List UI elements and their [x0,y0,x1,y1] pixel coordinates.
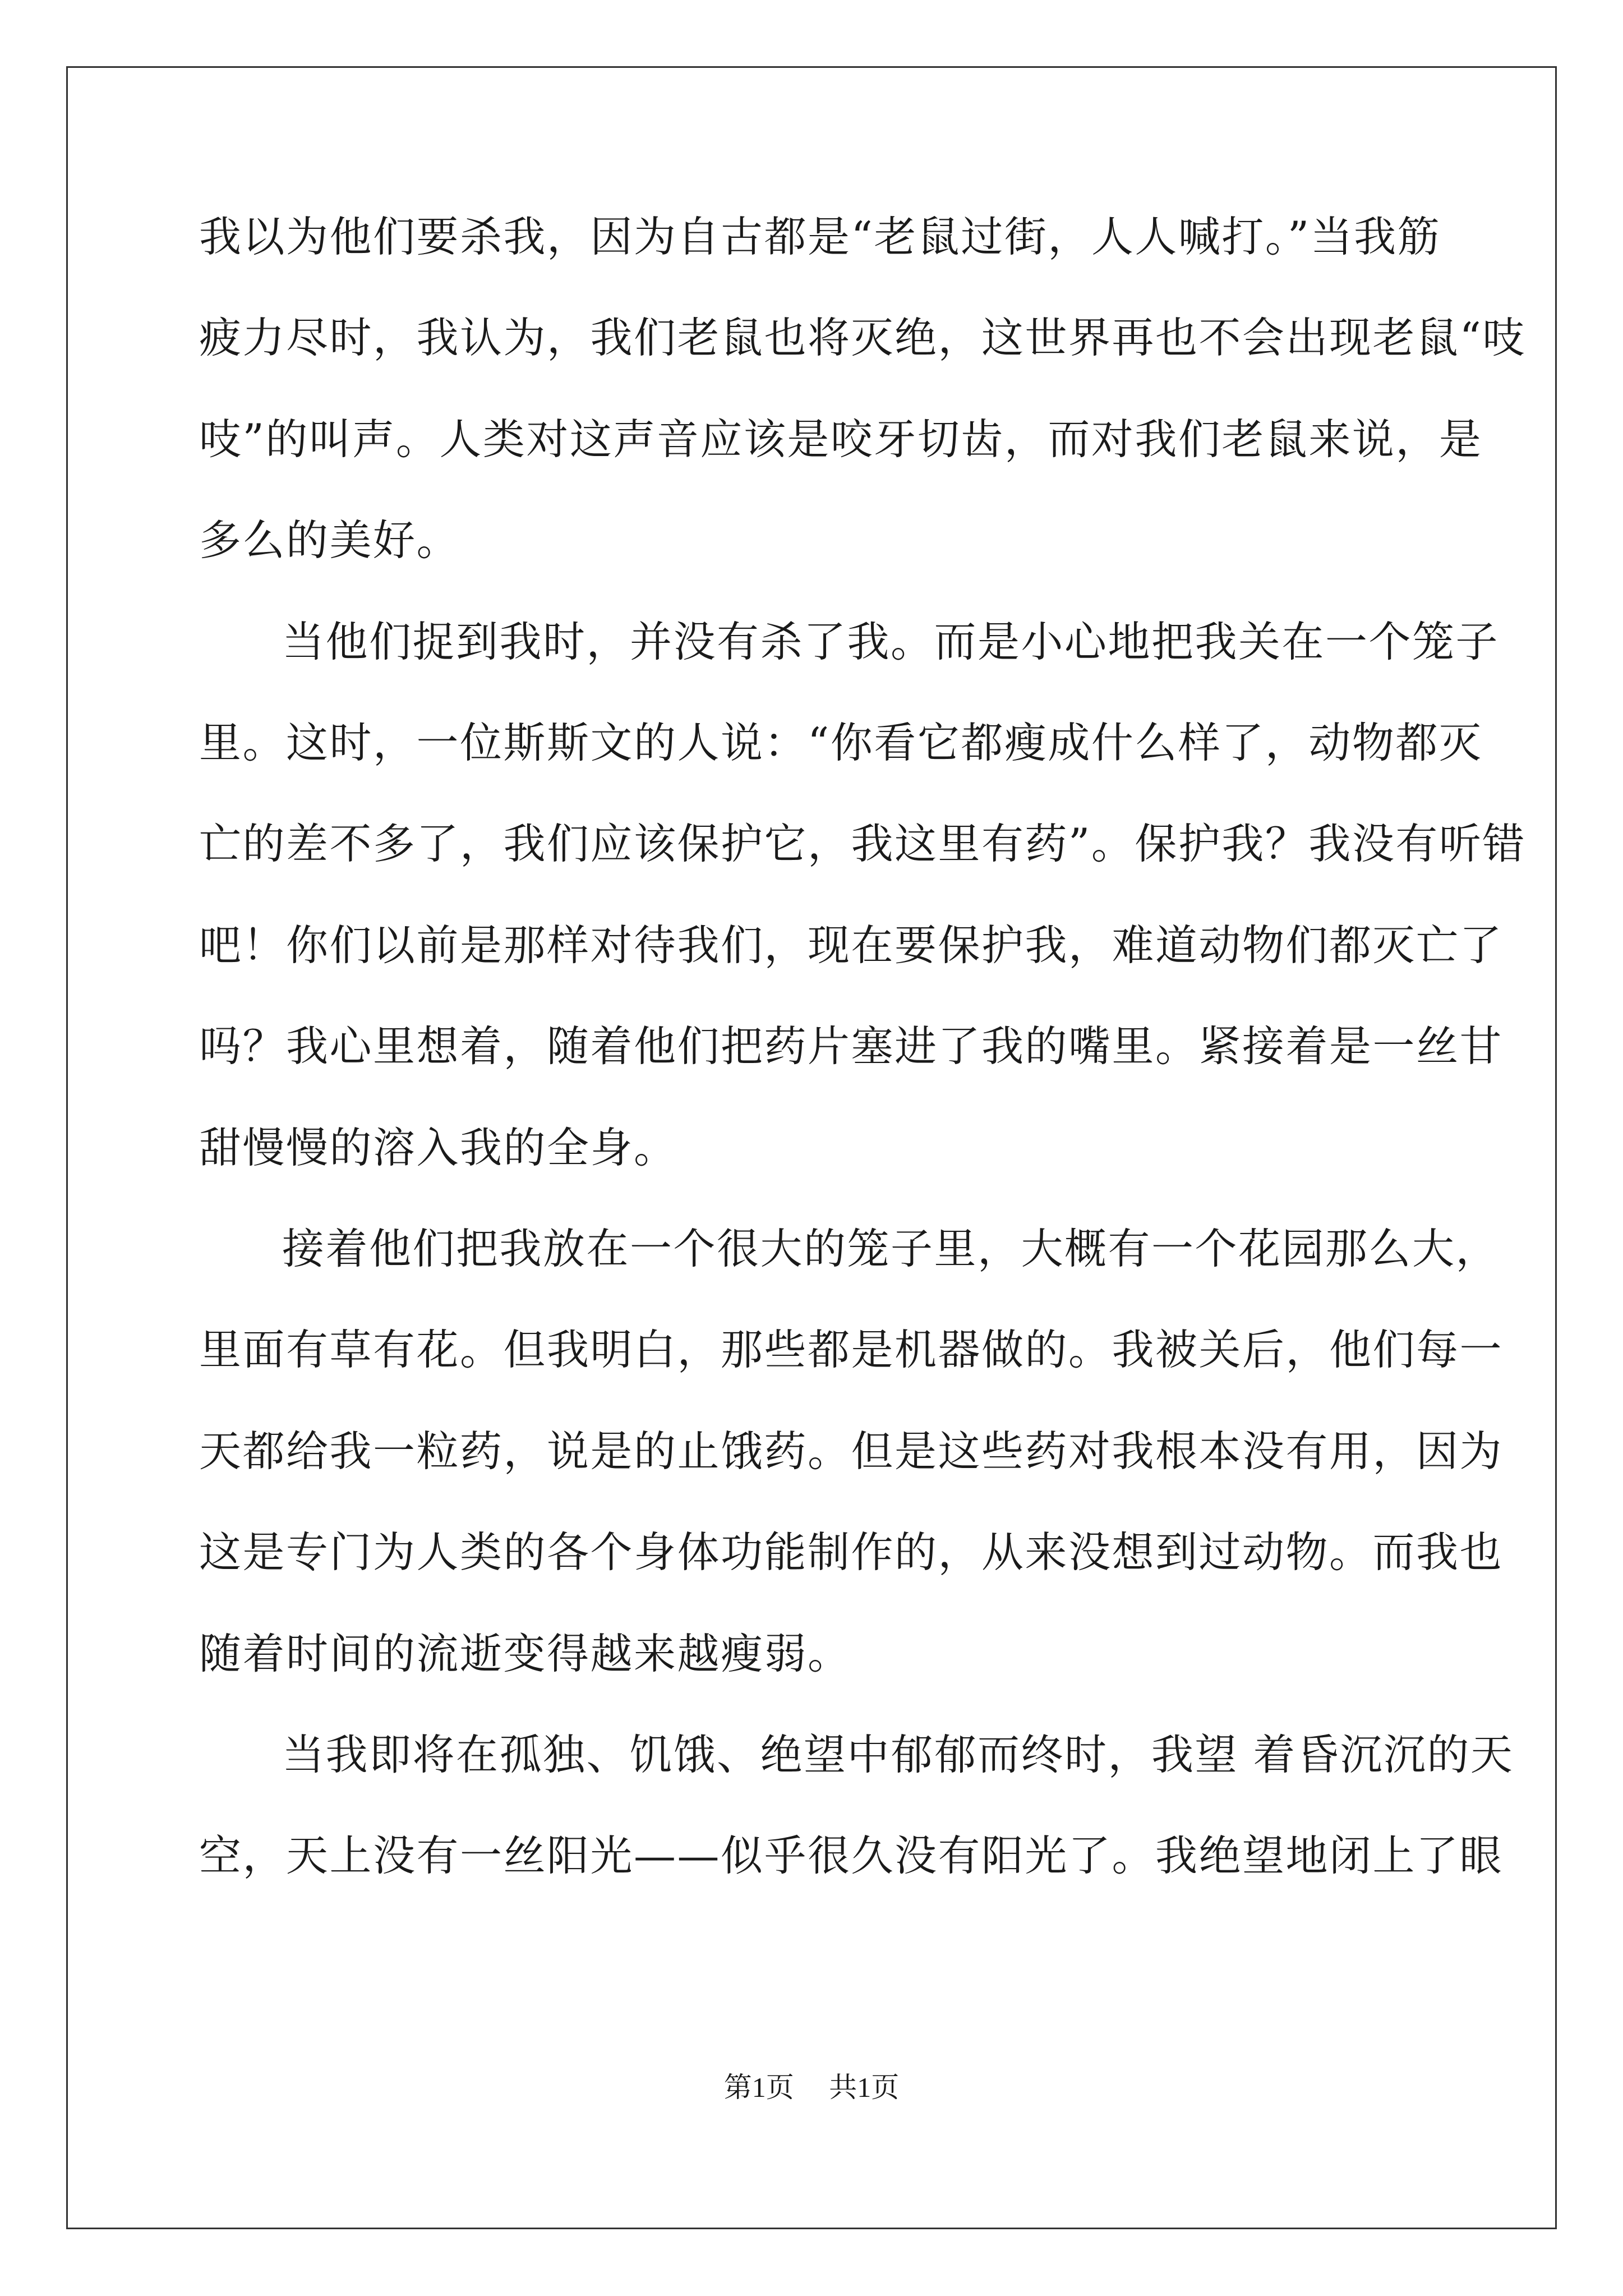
page-number-current: 第1页 [723,2072,794,2103]
text-line: 吱”的叫声。人类对这声音应该是咬牙切齿，而对我们老鼠来说，是 [199,415,1483,464]
text-line: 天都给我一粒药，说是的止饿药。但是这些药对我根本没有用，因为 [199,1427,1504,1476]
paragraph-first-line: 接着他们把我放在一个很大的笼子里，大概有一个花园那么大， [282,1224,1500,1273]
text-line: 我以为他们要杀我，因为自古都是“老鼠过街，人人喊打。”当我筋 [199,212,1441,261]
text-line: 多么的美好。 [199,516,460,565]
text-line: 里面有草有花。但我明白，那些都是机器做的。我被关后，他们每一 [199,1325,1504,1374]
page-number-total: 共1页 [829,2072,900,2103]
text-line: 吗？我心里想着，随着他们把药片塞进了我的嘴里。紧接着是一丝甘 [199,1022,1504,1071]
text-line: 甜慢慢的溶入我的全身。 [199,1123,677,1172]
text-line: 吧！你们以前是那样对待我们，现在要保护我，难道动物们都灭亡了 [199,921,1504,970]
paragraph-first-line: 当他们捉到我时，并没有杀了我。而是小心地把我关在一个笼子 [282,617,1500,666]
text-line: 随着时间的流逝变得越来越瘦弱。 [199,1629,851,1678]
page-footer [0,2068,1623,2107]
text-line: 疲力尽时，我认为，我们老鼠也将灭绝，这世界再也不会出现老鼠“吱 [199,313,1526,362]
text-line: 空，天上没有一丝阳光——似乎很久没有阳光了。我绝望地闭上了眼 [199,1831,1504,1880]
text-line: 里。这时，一位斯斯文的人说：“你看它都瘦成什么样了，动物都灭 [199,718,1483,767]
paragraph-first-line: 当我即将在孤独、饥饿、绝望中郁郁而终时，我望 着昏沉沉的天 [282,1730,1514,1779]
text-line: 亡的差不多了，我们应该保护它，我这里有药”。保护我？我没有听错 [199,819,1526,868]
text-line: 这是专门为人类的各个身体功能制作的，从来没想到过动物。而我也 [199,1527,1504,1577]
